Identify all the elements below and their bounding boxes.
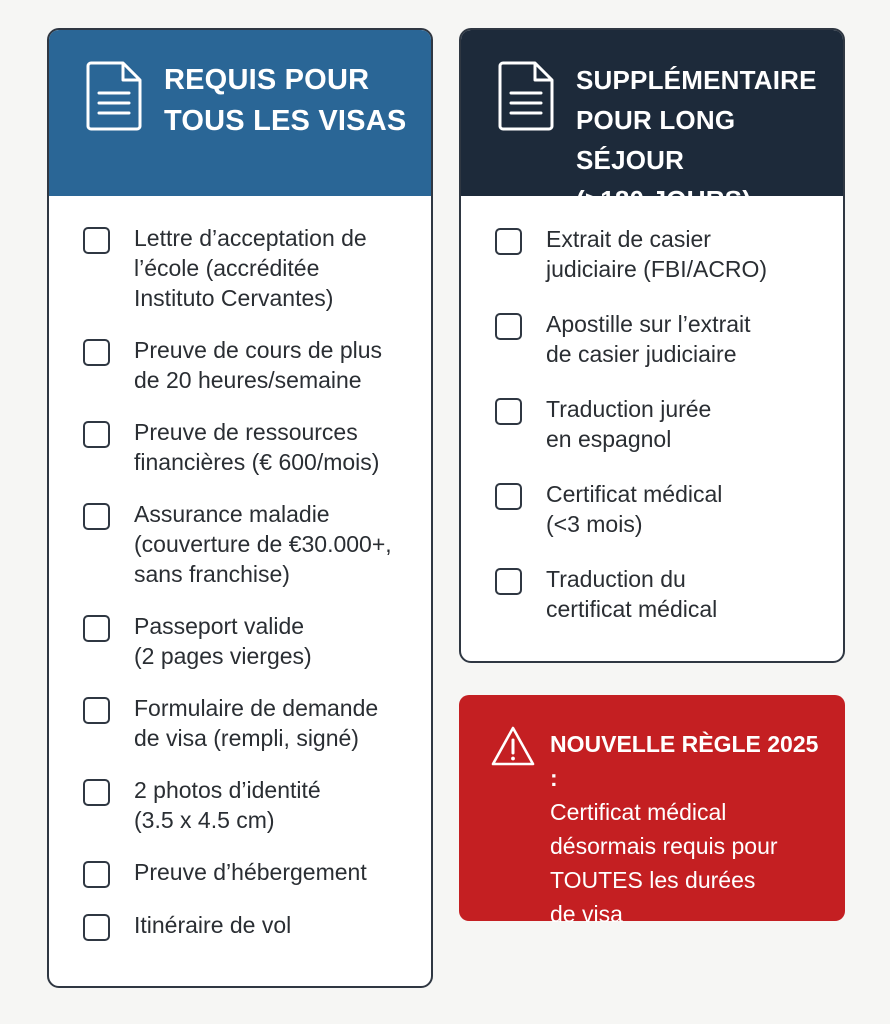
document-icon (497, 60, 555, 132)
checklist-item (83, 857, 421, 888)
card-long-stay-supplementary (459, 28, 845, 663)
checklist-item (495, 479, 833, 539)
checkbox[interactable] (495, 228, 522, 255)
checklist-item-label: Extrait de casier judiciaire (FBI/ACRO) (546, 226, 768, 282)
checkbox[interactable] (495, 313, 522, 340)
checklist (461, 196, 843, 624)
checklist-item-label: Assurance maladie (couverture de €30.000+, sans franchise) (134, 501, 392, 587)
checkbox[interactable] (495, 568, 522, 595)
warning-icon (490, 725, 536, 767)
checklist-item (495, 224, 833, 284)
card-header (49, 30, 431, 196)
checkbox[interactable] (83, 503, 110, 530)
checklist-item (83, 910, 421, 941)
checklist-item (83, 499, 421, 589)
checkbox[interactable] (495, 398, 522, 425)
checklist-item (83, 223, 421, 313)
alert-body: Certificat médical désormais requis pour TOUTES les durées de visa (550, 799, 778, 927)
card-header (461, 30, 843, 215)
checklist-item (495, 394, 833, 454)
checklist-item-label: Apostille sur l’extrait de casier judiciaire (546, 311, 751, 367)
checklist-item-label: Formulaire de demande de visa (rempli, signé) (134, 695, 379, 751)
checklist-item (83, 775, 421, 835)
checkbox[interactable] (83, 914, 110, 941)
document-icon (85, 60, 143, 132)
checklist (49, 196, 431, 941)
checklist-item-label: Traduction jurée en espagnol (546, 396, 712, 452)
checklist-item-label: Preuve de ressources financières (€ 600/mois) (134, 419, 380, 475)
checklist-item (83, 417, 421, 477)
checklist-item (83, 693, 421, 753)
checklist-item-label: Preuve d’hébergement (134, 859, 367, 885)
card-title: SUPPLÉMENTAIRE POUR LONG SÉJOUR (>180 JOURS) (576, 65, 817, 215)
checkbox[interactable] (83, 697, 110, 724)
checkbox[interactable] (83, 421, 110, 448)
alert-new-rule-2025 (459, 695, 845, 927)
card-required-all-visas (47, 28, 433, 988)
checklist-item-label: Passeport valide (2 pages vierges) (134, 613, 312, 669)
checkbox[interactable] (83, 779, 110, 806)
checklist-item-label: Certificat médical (<3 mois) (546, 481, 723, 537)
checkbox[interactable] (83, 339, 110, 366)
checkbox[interactable] (83, 615, 110, 642)
checklist-item (495, 309, 833, 369)
checklist-item (83, 611, 421, 671)
checklist-item-label: 2 photos d’identité (3.5 x 4.5 cm) (134, 777, 321, 833)
checklist-item-label: Lettre d’acceptation de l’école (accréditée Instituto Cervantes) (134, 225, 367, 311)
card-title: REQUIS POUR TOUS LES VISAS (164, 64, 407, 137)
checklist-item-label: Traduction du certificat médical (546, 566, 718, 622)
checklist-item (495, 564, 833, 624)
checkbox[interactable] (495, 483, 522, 510)
checklist-item-label: Itinéraire de vol (134, 912, 292, 938)
alert-title: NOUVELLE RÈGLE 2025 : (550, 731, 819, 791)
checklist-item (83, 335, 421, 395)
checklist-item-label: Preuve de cours de plus de 20 heures/semaine (134, 337, 383, 393)
checkbox[interactable] (83, 227, 110, 254)
checkbox[interactable] (83, 861, 110, 888)
